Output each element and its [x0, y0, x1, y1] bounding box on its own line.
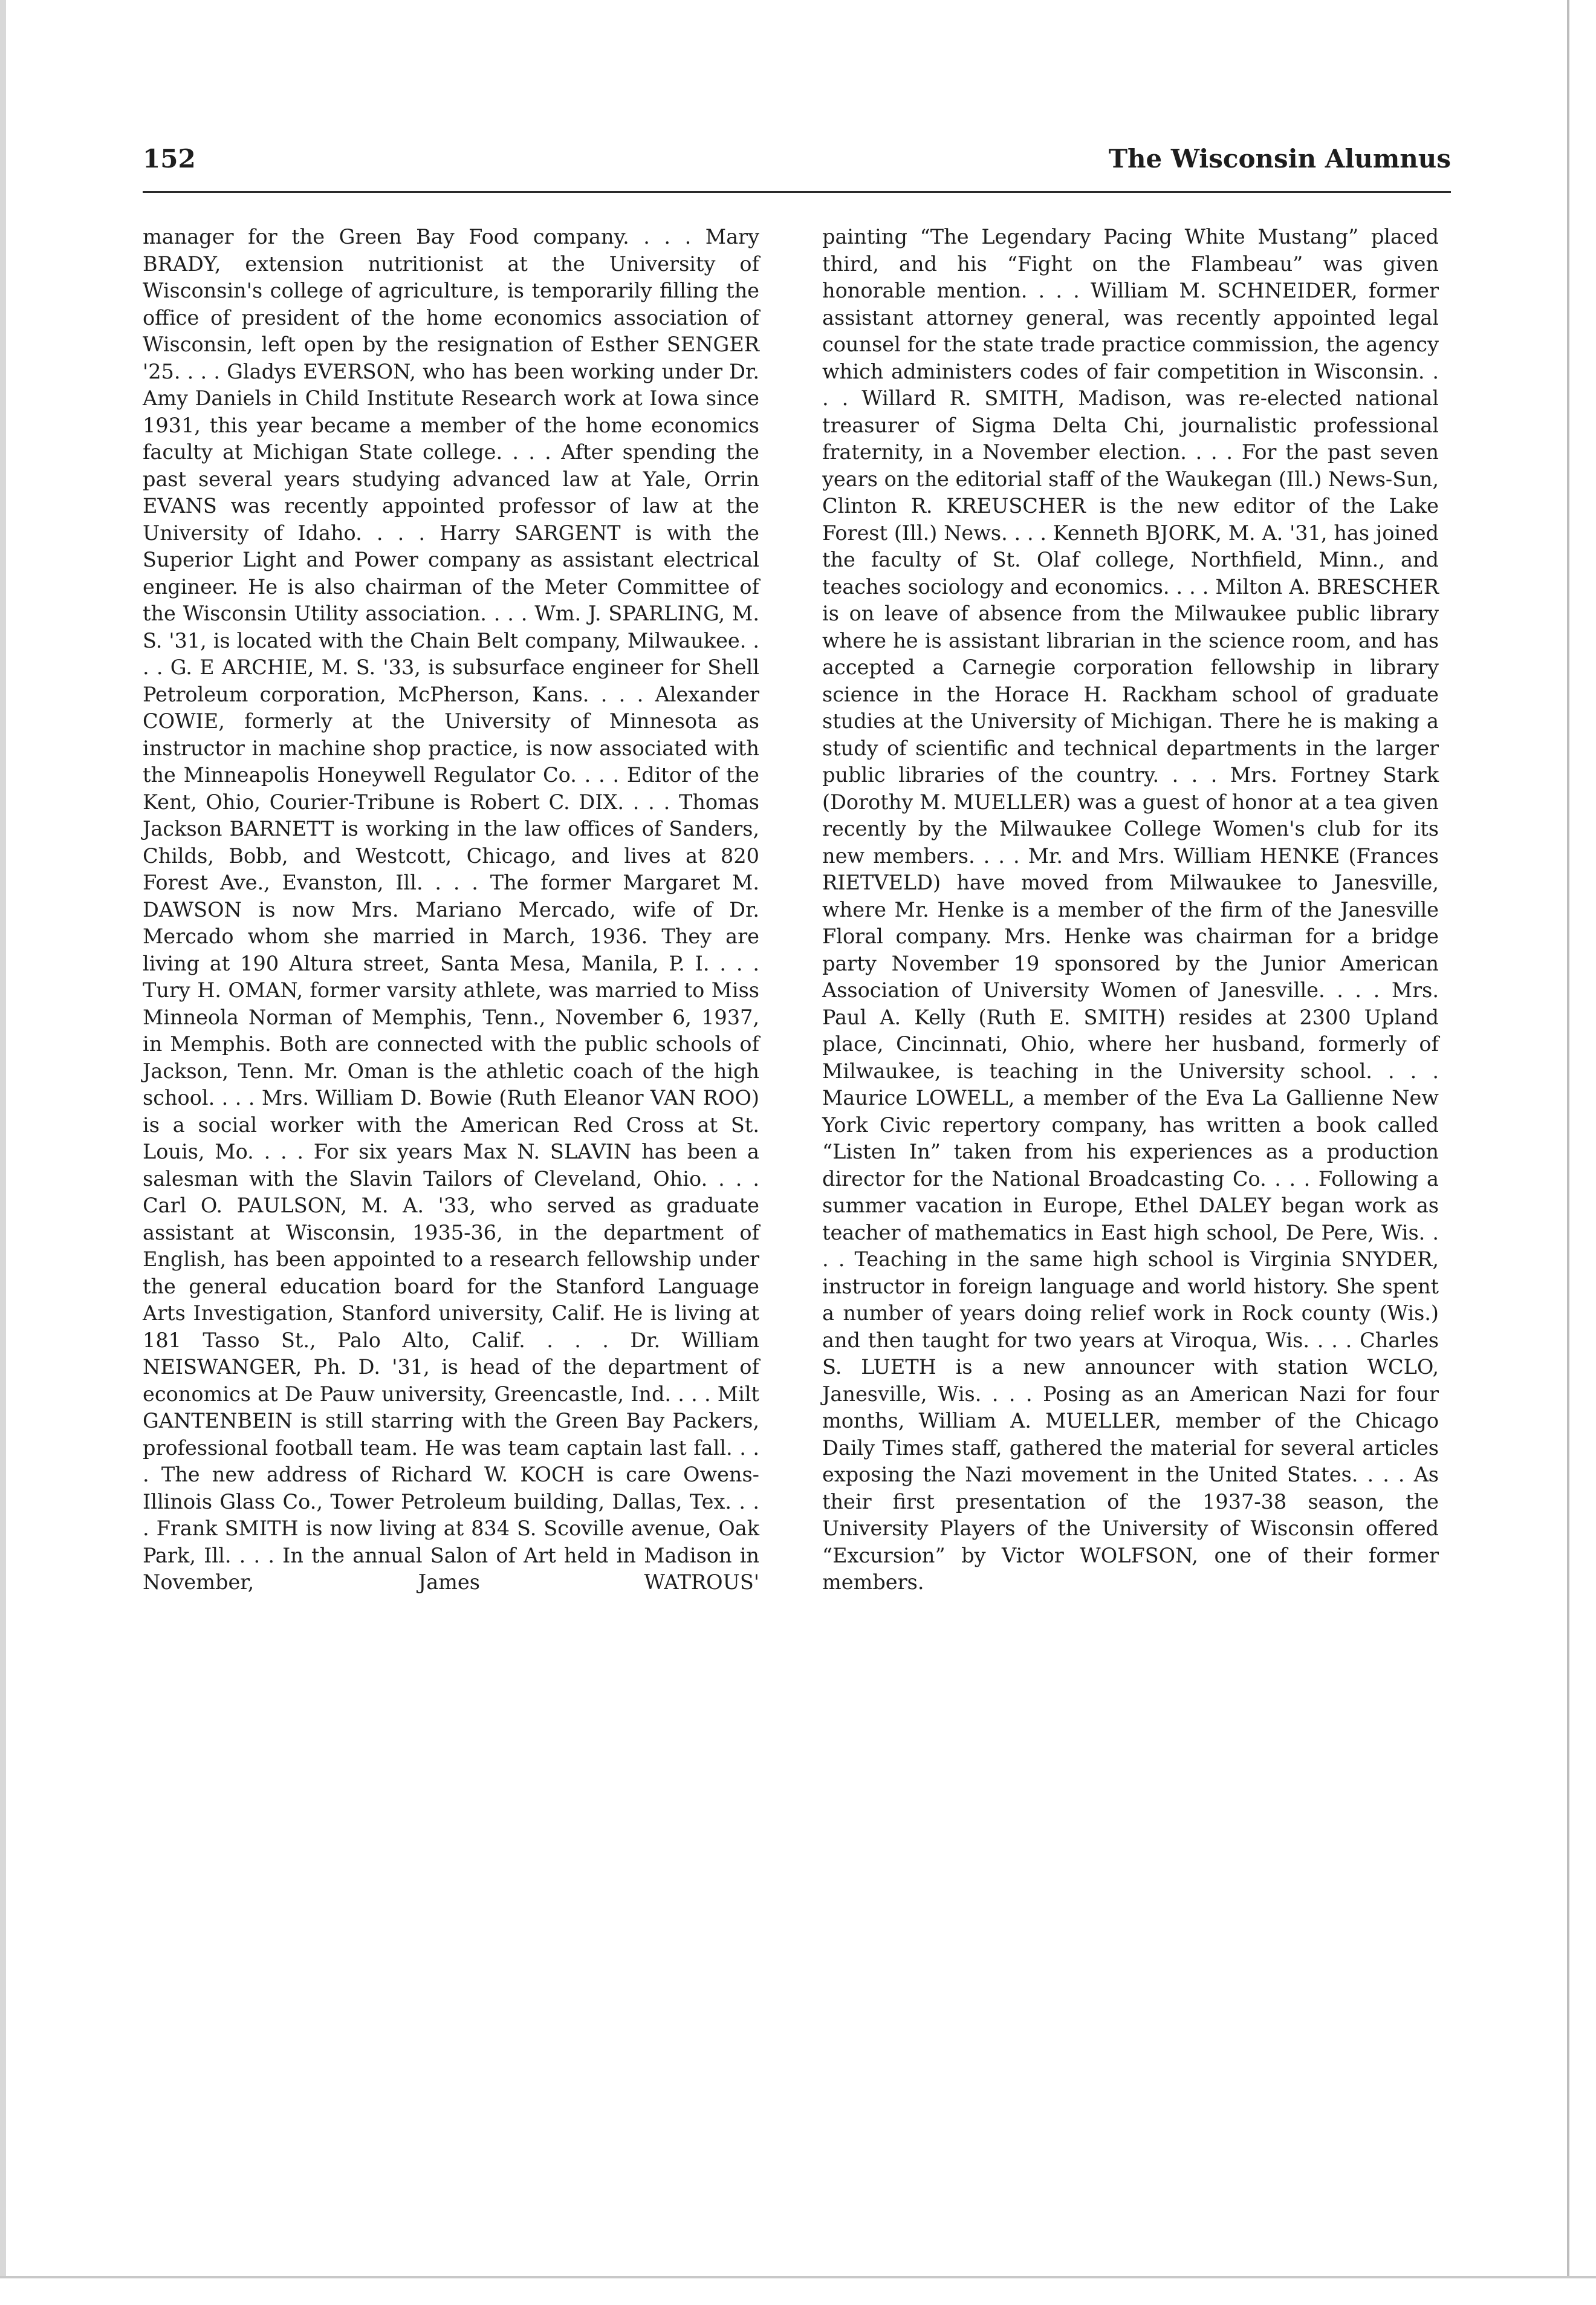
page-number: 152: [143, 144, 196, 174]
page-header: [143, 133, 1451, 193]
column-left-text: manager for the Green Bay Food company. . . . Mary BRADY, extension nutritionist at the University of Wisconsin's college of agriculture, is temporarily filling the office of president of the home economics association of Wisconsin, left open by the resignation of Esther SENGER '25. . . . Gladys EVERSON, who has been working under Dr. Amy Daniels in Child Institute Research work at Iowa since 1931, this year became a member of the home economics faculty at Michigan State college. . . . After spending the past several years studying advanced law at Yale, Orrin EVANS was recently appointed professor of law at the University of Idaho. . . . Harry SARGENT is with the Superior Light and Power company as assistant electrical engineer. He is also chairman of the Meter Committee of the Wisconsin Utility association. . . . Wm. J. SPARLING, M. S. '31, is located with the Chain Belt company, Milwaukee. . . . G. E ARCHIE, M. S. '33, is subsurface engineer for Shell Petroleum corporation, McPherson, Kans. . . . Alexander COWIE, formerly at the University of Minnesota as instructor in machine shop practice, is now associated with the Minneapolis Honeywell Regulator Co. . . . Editor of the Kent, Ohio, Courier-Tribune is Robert C. DIX. . . . Thomas Jackson BARNETT is working in the law offices of Sanders, Childs, Bobb, and Westcott, Chicago, and lives at 820 Forest Ave., Evanston, Ill. . . . The former Margaret M. DAWSON is now Mrs. Mariano Mercado, wife of Dr. Mercado whom she married in March, 1936. They are living at 190 Altura street, Santa Mesa, Manila, P. I. . . . Tury H. OMAN, former varsity athlete, was married to Miss Minneola Norman of Memphis, Tenn., November 6, 1937, in Memphis. Both are connected with the public schools of Jackson, Tenn. Mr. Oman is the athletic coach of the high school. . . . Mrs. William D. Bowie (Ruth Eleanor VAN ROO) is a social worker with the American Red Cross at St. Louis, Mo. . . . For six years Max N. SLAVIN has been a salesman with the Slavin Tailors of Cleveland, Ohio. . . . Carl O. PAULSON, M. A. '33, who served as graduate assistant at Wisconsin, 1935-36, in the department of English, has been appointed to a research fellowship under the general education board for the Stanford Language Arts Investigation, Stanford university, Calif. He is living at 181 Tasso St., Palo Alto, Calif. . . . Dr. William NEISWANGER, Ph. D. '31, is head of the department of economics at De Pauw university, Greencastle, Ind. . . . Milt GANTENBEIN is still starring with the Green Bay Packers, professional football team. He was team captain last fall. . . . The new address of Richard W. KOCH is care Owens-Illinois Glass Co., Tower Petroleum building, Dallas, Tex. . . . Frank SMITH is now living at 834 S. Scoville avenue, Oak Park, Ill. . . . In the annual Salon of Art held in Madison in November, James WATROUS': [143, 225, 759, 1594]
journal-title: The Wisconsin Alumnus: [1108, 144, 1451, 174]
scan-edge-right: [1567, 0, 1596, 2305]
scan-edge-left: [0, 0, 6, 2305]
scan-edge-bottom: [0, 2276, 1596, 2305]
magazine-page: [143, 133, 1451, 2213]
column-right-text: painting “The Legendary Pacing White Mustang” placed third, and his “Fight on the Flambeau” was given honorable mention. . . . William M. SCHNEIDER, former assistant attorney general, was recently appointed legal counsel for the state trade practice commission, the agency which administers codes of fair competition in Wisconsin. . . . Willard R. SMITH, Madison, was re-elected national treasurer of Sigma Delta Chi, journalistic professional fraternity, in a November election. . . . For the past seven years on the editorial staff of the Waukegan (Ill.) News-Sun, Clinton R. KREUSCHER is the new editor of the Lake Forest (Ill.) News. . . . Kenneth BJORK, M. A. '31, has joined the faculty of St. Olaf college, Northfield, Minn., and teaches sociology and economics. . . . Milton A. BRESCHER is on leave of absence from the Milwaukee public library where he is assistant librarian in the science room, and has accepted a Carnegie corporation fellowship in library science in the Horace H. Rackham school of graduate studies at the University of Michigan. There he is making a study of scientific and technical departments in the larger public libraries of the country. . . . Mrs. Fortney Stark (Dorothy M. MUELLER) was a guest of honor at a tea given recently by the Milwaukee College Women's club for its new members. . . . Mr. and Mrs. William HENKE (Frances RIETVELD) have moved from Milwaukee to Janesville, where Mr. Henke is a member of the firm of the Janesville Floral company. Mrs. Henke was chairman for a bridge party November 19 sponsored by the Junior American Association of University Women of Janesville. . . . Mrs. Paul A. Kelly (Ruth E. SMITH) resides at 2300 Upland place, Cincinnati, Ohio, where her husband, formerly of Milwaukee, is teaching in the University school. . . . Maurice LOWELL, a member of the Eva La Gallienne New York Civic repertory company, has written a book called “Listen In” taken from his experiences as a production director for the National Broadcasting Co. . . . Following a summer vacation in Europe, Ethel DALEY began work as teacher of mathematics in East high school, De Pere, Wis. . . . Teaching in the same high school is Virginia SNYDER, instructor in foreign language and world history. She spent a number of years doing relief work in Rock county (Wis.) and then taught for two years at Viroqua, Wis. . . . Charles S. LUETH is a new announcer with station WCLO, Janesville, Wis. . . . Posing as an American Nazi for four months, William A. MUELLER, member of the Chicago Daily Times staff, gathered the material for several articles exposing the Nazi movement in the United States. . . . As their first presentation of the 1937-38 season, the University Players of the University of Wisconsin offered “Excursion” by Victor WOLFSON, one of their former members.: [822, 225, 1439, 1594]
header-divider: [143, 191, 1451, 193]
text-column-right: [822, 224, 1439, 1596]
text-column-left: [143, 224, 759, 1596]
